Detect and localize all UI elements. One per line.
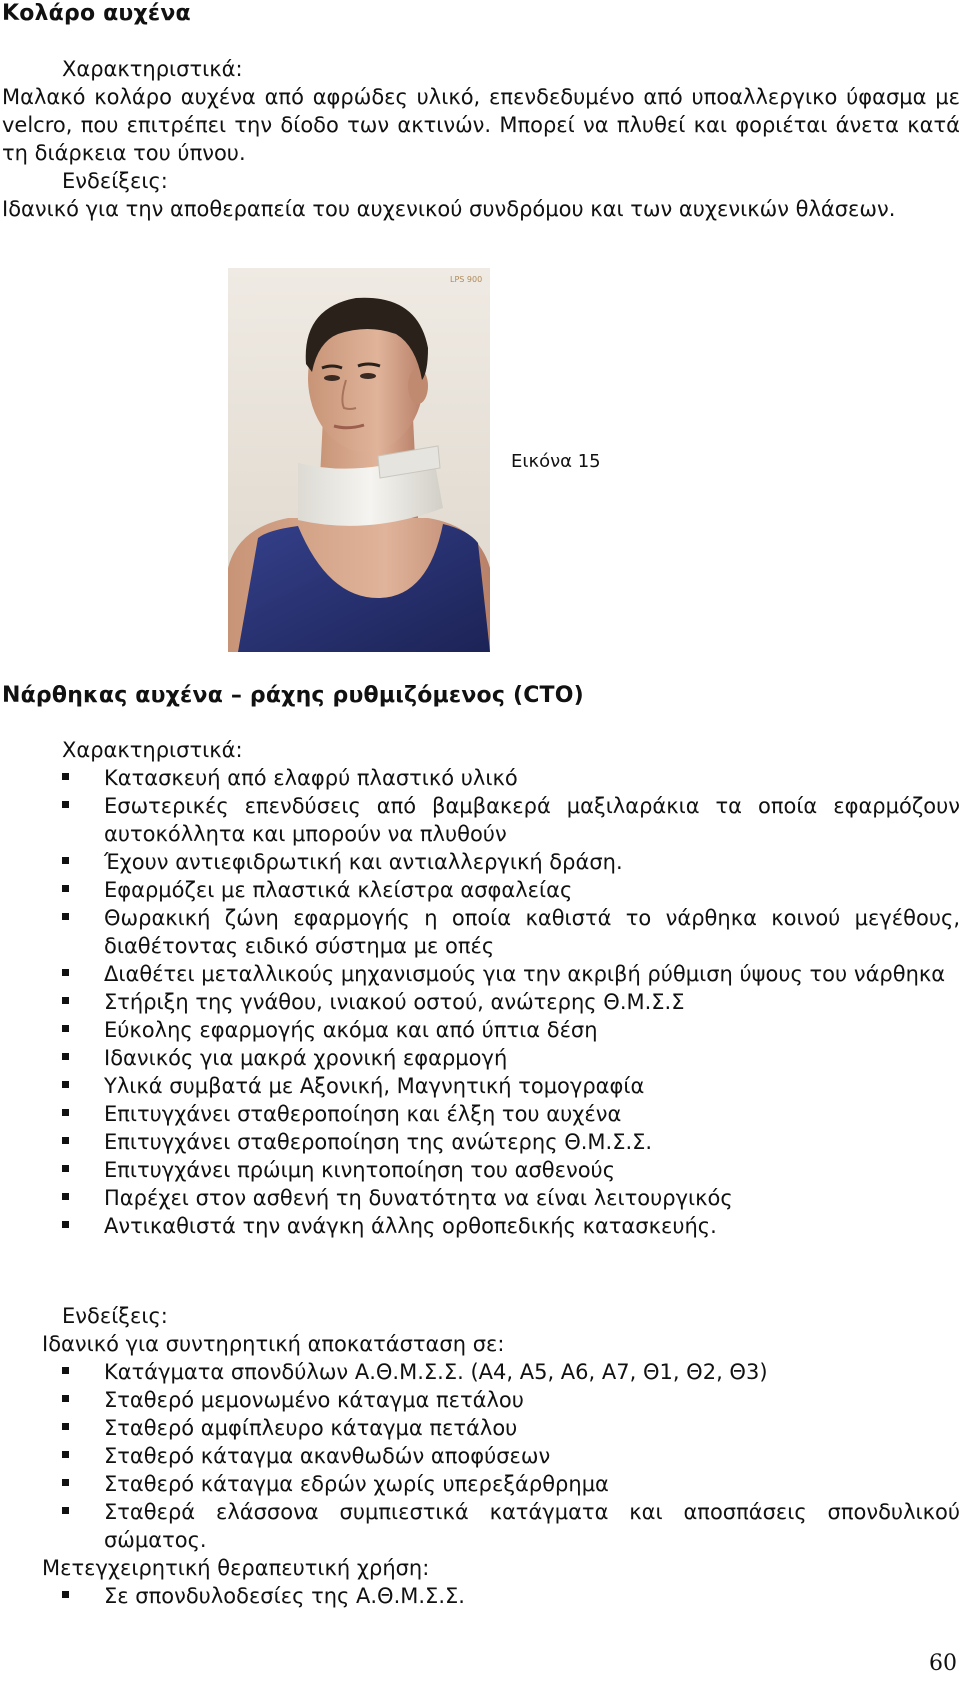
list-item: Σε σπονδυλοδεσίες της Α.Θ.Μ.Σ.Σ. (2, 1582, 960, 1610)
bullet-icon (62, 997, 69, 1004)
list-item: Διαθέτει μεταλλικούς μηχανισμούς για την ακριβή ρύθμιση ύψους του νάρθηκα (2, 960, 960, 988)
bullet-icon (62, 1423, 69, 1430)
bullet-icon (62, 1367, 69, 1374)
list-item: Σταθερό αμφίπλευρο κάταγμα πετάλου (2, 1414, 960, 1442)
bullet-icon (62, 1479, 69, 1486)
section-title-cto-brace: Νάρθηκας αυχένα – ράχης ρυθμιζόμενος (CTO) (2, 683, 584, 708)
bullet-icon (62, 1165, 69, 1172)
features-text: Μαλακό κολάρο αυχένα από αφρώδες υλικό, επενδεδυμένο από υποαλλεργικο ύφασμα με velcro, που επιτρέπει την δίοδο των ακτινών. Μπορεί να πλυθεί και φοριέται άνετα κατά τη διάρκεια του ύπνου. (2, 85, 960, 165)
bullet-icon (62, 801, 69, 808)
cto-features-list (2, 764, 960, 1240)
indications-label: Ενδείξεις: (62, 169, 168, 193)
bullet-icon (62, 1221, 69, 1228)
bullet-icon (62, 1507, 69, 1514)
list-item: Εύκολης εφαρμογής ακόμα και από ύπτια δέση (2, 1016, 960, 1044)
list-item: Εσωτερικές επενδύσεις από βαμβακερά μαξιλαράκια τα οποία εφαρμόζουν αυτοκόλλητα και μπορούν να πλυθούν (2, 792, 960, 848)
postop-label: Μετεγχειρητική θεραπευτική χρήση: (42, 1556, 430, 1580)
list-item: Κατάγματα σπονδύλων Α.Θ.Μ.Σ.Σ. (Α4, Α5, Α6, Α7, Θ1, Θ2, Θ3) (2, 1358, 960, 1386)
list-item: Ιδανικός για μακρά χρονική εφαρμογή (2, 1044, 960, 1072)
bullet-icon (62, 1591, 69, 1598)
list-item: Εφαρμόζει με πλαστικά κλείστρα ασφαλείας (2, 876, 960, 904)
conservative-label: Ιδανικό για συντηρητική αποκατάσταση σε: (42, 1332, 505, 1356)
conservative-list (2, 1358, 960, 1554)
indications-text: Ιδανικό για την αποθεραπεία του αυχενικού συνδρόμου και των αυχενικών θλάσεων. (2, 197, 896, 221)
bullet-icon (62, 773, 69, 780)
bullet-icon (62, 1081, 69, 1088)
list-item: Σταθερό κάταγμα ακανθωδών αποφύσεων (2, 1442, 960, 1470)
postop-list (2, 1582, 960, 1610)
figure-soft-collar-photo (228, 268, 490, 652)
list-item: Υλικά συμβατά με Αξονική, Μαγνητική τομογραφία (2, 1072, 960, 1100)
bullet-icon (62, 1193, 69, 1200)
list-item: Επιτυγχάνει σταθεροποίηση και έλξη του αυχένα (2, 1100, 960, 1128)
soft-collar-illustration (228, 268, 490, 652)
bullet-icon (62, 969, 69, 976)
cto-indications-label: Ενδείξεις: (62, 1304, 168, 1328)
list-item: Σταθερό μεμονωμένο κάταγμα πετάλου (2, 1386, 960, 1414)
list-item: Σταθερά ελάσσονα συμπιεστικά κατάγματα και αποσπάσεις σπονδυλικού σώματος. (2, 1498, 960, 1554)
features-label: Χαρακτηριστικά: (62, 57, 243, 81)
cto-brace-description (2, 736, 960, 1240)
list-item: Σταθερό κάταγμα εδρών χωρίς υπερεξάρθρημα (2, 1470, 960, 1498)
list-item: Κατασκευή από ελαφρύ πλαστικό υλικό (2, 764, 960, 792)
list-item: Επιτυγχάνει πρώιμη κινητοποίηση του ασθενούς (2, 1156, 960, 1184)
soft-collar-description (2, 55, 960, 223)
bullet-icon (62, 1053, 69, 1060)
bullet-icon (62, 1137, 69, 1144)
list-item: Έχουν αντιεφιδρωτική και αντιαλλεργική δράση. (2, 848, 960, 876)
bullet-icon (62, 1395, 69, 1402)
list-item: Στήριξη της γνάθου, ινιακού οστού, ανώτερης Θ.Μ.Σ.Σ (2, 988, 960, 1016)
section-title-soft-collar: Κολάρο αυχένα (2, 1, 191, 26)
list-item: Παρέχει στον ασθενή τη δυνατότητα να είναι λειτουργικός (2, 1184, 960, 1212)
bullet-icon (62, 1109, 69, 1116)
list-item: Αντικαθιστά την ανάγκη άλλης ορθοπεδικής κατασκευής. (2, 1212, 960, 1240)
bullet-icon (62, 857, 69, 864)
bullet-icon (62, 1451, 69, 1458)
figure-caption: Εικόνα 15 (511, 451, 601, 472)
page-number: 60 (929, 1651, 957, 1676)
figure-mark: LPS 900 (450, 275, 483, 284)
bullet-icon (62, 1025, 69, 1032)
cto-features-label: Χαρακτηριστικά: (62, 738, 243, 762)
list-item: Επιτυγχάνει σταθεροποίηση της ανώτερης Θ.Μ.Σ.Σ. (2, 1128, 960, 1156)
bullet-icon (62, 885, 69, 892)
cto-indications (2, 1302, 960, 1610)
bullet-icon (62, 913, 69, 920)
list-item: Θωρακική ζώνη εφαρμογής η οποία καθιστά το νάρθηκα κοινού μεγέθους, διαθέτοντας ειδικό σύστημα με οπές (2, 904, 960, 960)
